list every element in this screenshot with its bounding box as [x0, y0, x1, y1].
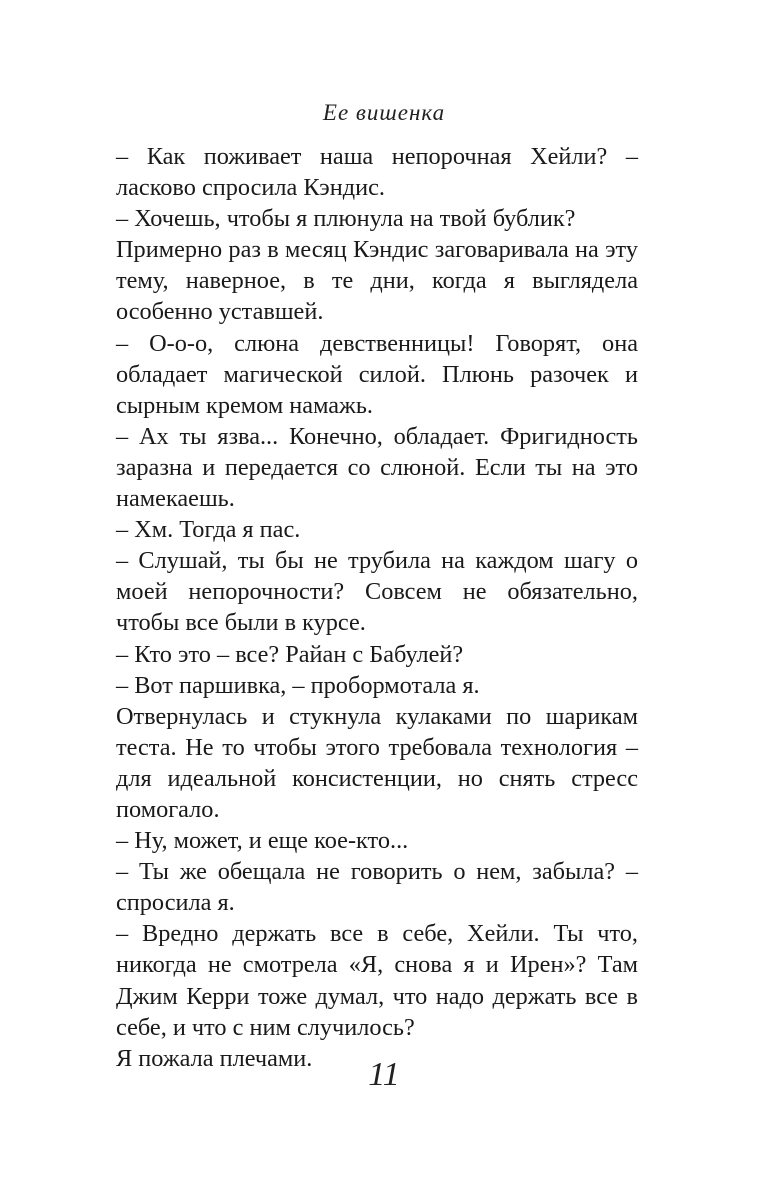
paragraph: – Кто это – все? Райан с Бабулей?: [116, 640, 464, 668]
paragraph: – Слушай, ты бы не трубила на каждом шагу о моей непорочности? Совсем не обязательно, чтобы все были в курсе.: [116, 547, 638, 637]
paragraph: – Хм. Тогда я пас.: [116, 516, 301, 544]
paragraph: – Хочешь, чтобы я плюнула на твой бублик?: [116, 205, 576, 233]
paragraph: Примерно раз в месяц Кэндис заговаривала на эту тему, наверное, в те дни, когда я выглядела особенно уставшей.: [116, 236, 638, 326]
paragraph: – Ты же обещала не говорить о нем, забыла? – спросила я.: [116, 858, 638, 917]
paragraph: – Вот паршивка, – пробормотала я.: [116, 671, 480, 699]
page-number: 11: [368, 1056, 400, 1093]
paragraph: – Ну, может, и еще кое-кто...: [116, 827, 409, 855]
running-head: Ее вишенка: [322, 100, 446, 125]
paragraph: – Вредно держать все в себе, Хейли. Ты что, никогда не смотрела «Я, снова я и Ирен»? Там Джим Керри тоже думал, что надо держать все в себе, и что с ним случилось?: [116, 920, 638, 1041]
paragraph: – О-о-о, слюна девственницы! Говорят, она обладает магической силой. Плюнь разочек и сырным кремом намажь.: [116, 329, 638, 419]
paragraph: Я пожала плечами.: [116, 1044, 313, 1072]
paragraph: Отвернулась и стукнула кулаками по шарикам теста. Не то чтобы этого требовала технология – для идеальной консистенции, но снять стресс помогало.: [116, 702, 638, 823]
paragraph: – Ах ты язва... Конечно, обладает. Фригидность заразна и передается со слюной. Если ты на это намекаешь.: [116, 422, 638, 513]
paragraph: – Как поживает наша непорочная Хейли? – ласково спросила Кэндис.: [116, 143, 638, 202]
body-text: [116, 141, 638, 1074]
